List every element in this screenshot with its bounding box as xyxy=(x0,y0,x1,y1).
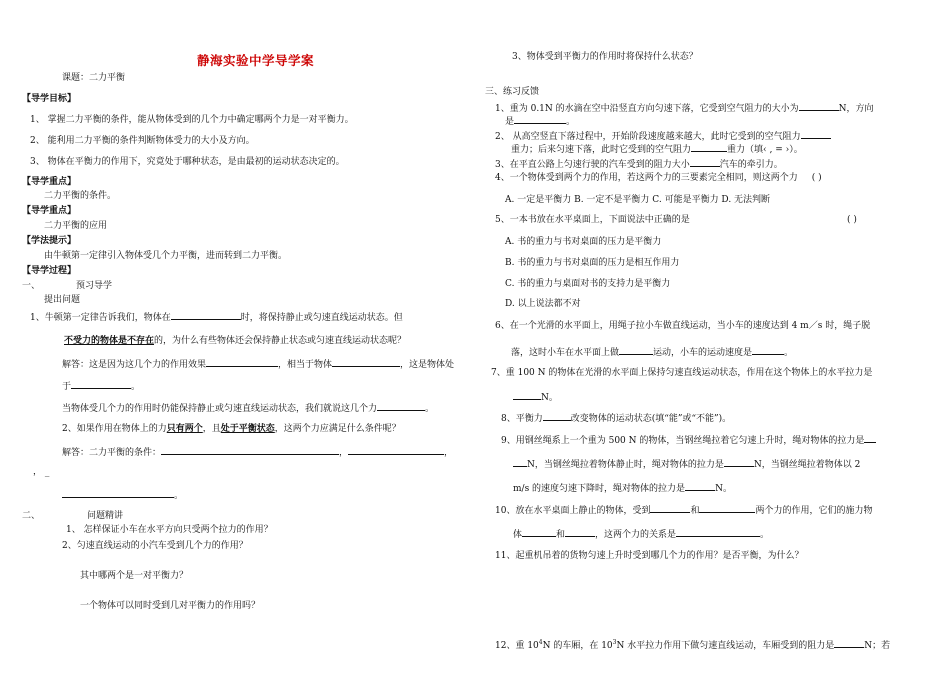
blank[interactable] xyxy=(699,503,755,513)
blank[interactable] xyxy=(864,433,876,443)
answer-paren: ( ) xyxy=(811,173,822,183)
answer-2-mark: ， _ xyxy=(33,467,50,477)
blank[interactable] xyxy=(522,527,556,537)
question-1: 1、牛顿第一定律告诉我们，物体在 时，将保持静止或匀速直线运动状态。但 xyxy=(30,310,403,324)
difficulty-heading: 【导学重点】 xyxy=(22,206,77,216)
lesson-topic: 课题：二力平衡 xyxy=(62,73,126,83)
goal-1: 1、 掌握二力平衡的条件，能从物体受到的几个力中确定哪两个力是一对平衡力。 xyxy=(30,115,354,125)
blank[interactable] xyxy=(619,345,653,355)
blank[interactable] xyxy=(690,157,720,167)
exercise-2: 2、 从高空竖直下落过程中，开始阶段速度越来越大，此时它受到的空气阻力 xyxy=(495,129,831,143)
exercise-9-end: m/s 的速度匀速下降时，绳对物体的拉力是 N。 xyxy=(513,481,732,495)
blank[interactable] xyxy=(685,481,715,491)
goal-2: 2、 能利用二力平衡的条件判断物体受力的大小及方向。 xyxy=(30,136,255,146)
blank[interactable] xyxy=(801,129,831,139)
tips-text: 由牛顿第一定律引入物体受几个力平衡，进而转到二力平衡。 xyxy=(44,251,288,261)
exercise-6: 6、在一个光滑的水平面上，用绳子拉小车做直线运动，当小车的速度达到 4 m／s 时，绳子脱 xyxy=(495,321,871,331)
exercise-9-continued: N，当钢丝绳拉着物体静止时，绳对物体的拉力是 N，当钢丝绳拉着物体以 2 xyxy=(513,457,860,471)
option-a: A. 书的重力与书对桌面的压力是平衡力 xyxy=(505,237,662,247)
answer-2: 解答：二力平衡的条件： ， ， xyxy=(62,445,453,459)
answer-1-continued: 于 。 xyxy=(62,379,140,393)
answer-2-continued: 。 xyxy=(62,488,183,502)
process-heading: 【导学过程】 xyxy=(22,266,77,276)
key-text: 二力平衡的条件。 xyxy=(44,191,117,201)
blank[interactable] xyxy=(513,390,541,400)
page-title: 静海实验中学导学案 xyxy=(197,53,315,68)
exercise-6-continued: 落，这时小车在水平面上做 运动，小车的运动速度是 。 xyxy=(511,345,793,359)
section-2-label: 二、 xyxy=(22,511,41,521)
blank[interactable] xyxy=(332,357,400,367)
section-1-title: 预习导学 xyxy=(76,281,113,291)
section-2-title: 问题精讲 xyxy=(87,511,124,521)
problem-2-b: 一个物体可以同时受到几对平衡力的作用吗？ xyxy=(80,601,261,611)
blank[interactable] xyxy=(543,411,571,421)
question-3: 3、物体受到平衡力的作用时将保持什么状态？ xyxy=(512,52,698,62)
exercise-10: 10、放在水平桌面上静止的物体，受到 和 两个力的作用，它们的施力物 xyxy=(495,503,872,517)
blank[interactable] xyxy=(62,488,174,498)
key-heading: 【导学重点】 xyxy=(22,177,77,187)
problem-2-a: 其中哪两个是一对平衡力？ xyxy=(80,571,189,581)
question-2: 2、如果作用在物体上的力只有两个，且处于平衡状态，这两个力应满足什么条件呢？ xyxy=(62,424,401,434)
exercise-1: 1、重为 0.1N 的水滴在空中沿竖直方向匀速下落，它受到空气阻力的大小为 N，方向 xyxy=(495,101,874,115)
blank[interactable] xyxy=(71,379,131,389)
blank[interactable] xyxy=(650,503,690,513)
answer-paren: ( ) xyxy=(847,215,857,225)
goals-heading: 【导学目标】 xyxy=(22,94,77,104)
option-b: B. 书的重力与书对桌面的压力是相互作用力 xyxy=(505,258,680,268)
blank[interactable] xyxy=(377,401,425,411)
blank[interactable] xyxy=(513,457,527,467)
exercise-11: 11、起重机吊着的货物匀速上升时受到哪几个力的作用？是否平衡，为什么？ xyxy=(495,551,804,561)
exercise-7-continued: N。 xyxy=(513,390,558,404)
exercise-1-continued: 是 。 xyxy=(505,114,575,128)
tips-heading: 【学法提示】 xyxy=(22,236,77,246)
question-1-continued: 不受力的物体是不存在的，为什么有些物体还会保持静止状态或匀速直线运动状态呢？ xyxy=(64,336,407,346)
emphasis-text: 不受力的物体是不存在 xyxy=(64,336,155,346)
section-3-title: 三、练习反馈 xyxy=(485,87,540,97)
blank[interactable] xyxy=(752,345,784,355)
exercise-4-options: A. 一定是平衡力 B. 一定不是平衡力 C. 可能是平衡力 D. 无法判断 xyxy=(505,195,771,205)
exercise-5: 5、一本书放在水平桌面上，下面说法中正确的是 xyxy=(495,215,690,225)
exercise-9: 9、用钢丝绳系上一个重为 500 N 的物体，当钢丝绳拉着它匀速上升时，绳对物体的拉力是 xyxy=(501,433,876,447)
problem-1: 1、 怎样保证小车在水平方向只受两个拉力的作用？ xyxy=(66,525,273,535)
blank[interactable] xyxy=(691,142,727,152)
exercise-7: 7、重 100 N 的物体在光滑的水平面上保持匀速直线运动状态，作用在这个物体上的水平拉力是 xyxy=(491,368,873,378)
blank[interactable] xyxy=(676,527,760,537)
exercise-3: 3、在平直公路上匀速行驶的汽车受到的阻力大小 汽车的牵引力。 xyxy=(495,157,783,171)
exercise-4: 4、一个物体受到两个力的作用，若这两个力的三要素完全相同，则这两个力 ( ) xyxy=(495,173,822,183)
option-c: C. 书的重力与桌面对书的支持力是平衡力 xyxy=(505,279,671,289)
exercise-10-continued: 体 和 ，这两个力的关系是 。 xyxy=(513,527,769,541)
right-column xyxy=(475,0,950,679)
section-1-label: 一、 xyxy=(22,281,41,291)
blank[interactable] xyxy=(799,101,839,111)
blank[interactable] xyxy=(348,445,444,455)
blank[interactable] xyxy=(161,445,339,455)
problem-2: 2、匀速直线运动的小汽车受到几个力的作用？ xyxy=(62,541,248,551)
goal-3: 3、 物体在平衡力的作用下，究竟处于哪种状态，是由最初的运动状态决定的。 xyxy=(30,157,345,167)
blank[interactable] xyxy=(834,638,864,648)
exercise-12: 12、重 $10^4N$ 的车厢，在 $10^3N$ 水平拉力作用下做匀速直线运动，车厢受到的阻力是 N；若 xyxy=(495,639,891,651)
blank[interactable] xyxy=(514,114,566,124)
blank[interactable] xyxy=(171,310,241,320)
option-d: D. 以上说法都不对 xyxy=(505,299,581,309)
answer-1: 解答：这是因为这几个力的作用效果 ，相当于物体 ，这是物体处 xyxy=(62,357,454,371)
exercise-2-continued: 重力；后来匀速下落，此时它受到的空气阻力 重力（填‹ ‚ = ›）。 xyxy=(511,142,803,156)
blank[interactable] xyxy=(724,457,754,467)
balanced-definition: 当物体受几个力的作用时仍能保持静止或匀速直线运动状态，我们就说这几个力 。 xyxy=(62,401,434,415)
difficulty-text: 二力平衡的应用 xyxy=(44,221,108,231)
blank[interactable] xyxy=(565,527,595,537)
section-1-subtitle: 提出问题 xyxy=(44,295,81,305)
blank[interactable] xyxy=(206,357,278,367)
exercise-8: 8、平衡力 改变物体的运动状态(填“能”或“不能”)。 xyxy=(501,411,731,425)
